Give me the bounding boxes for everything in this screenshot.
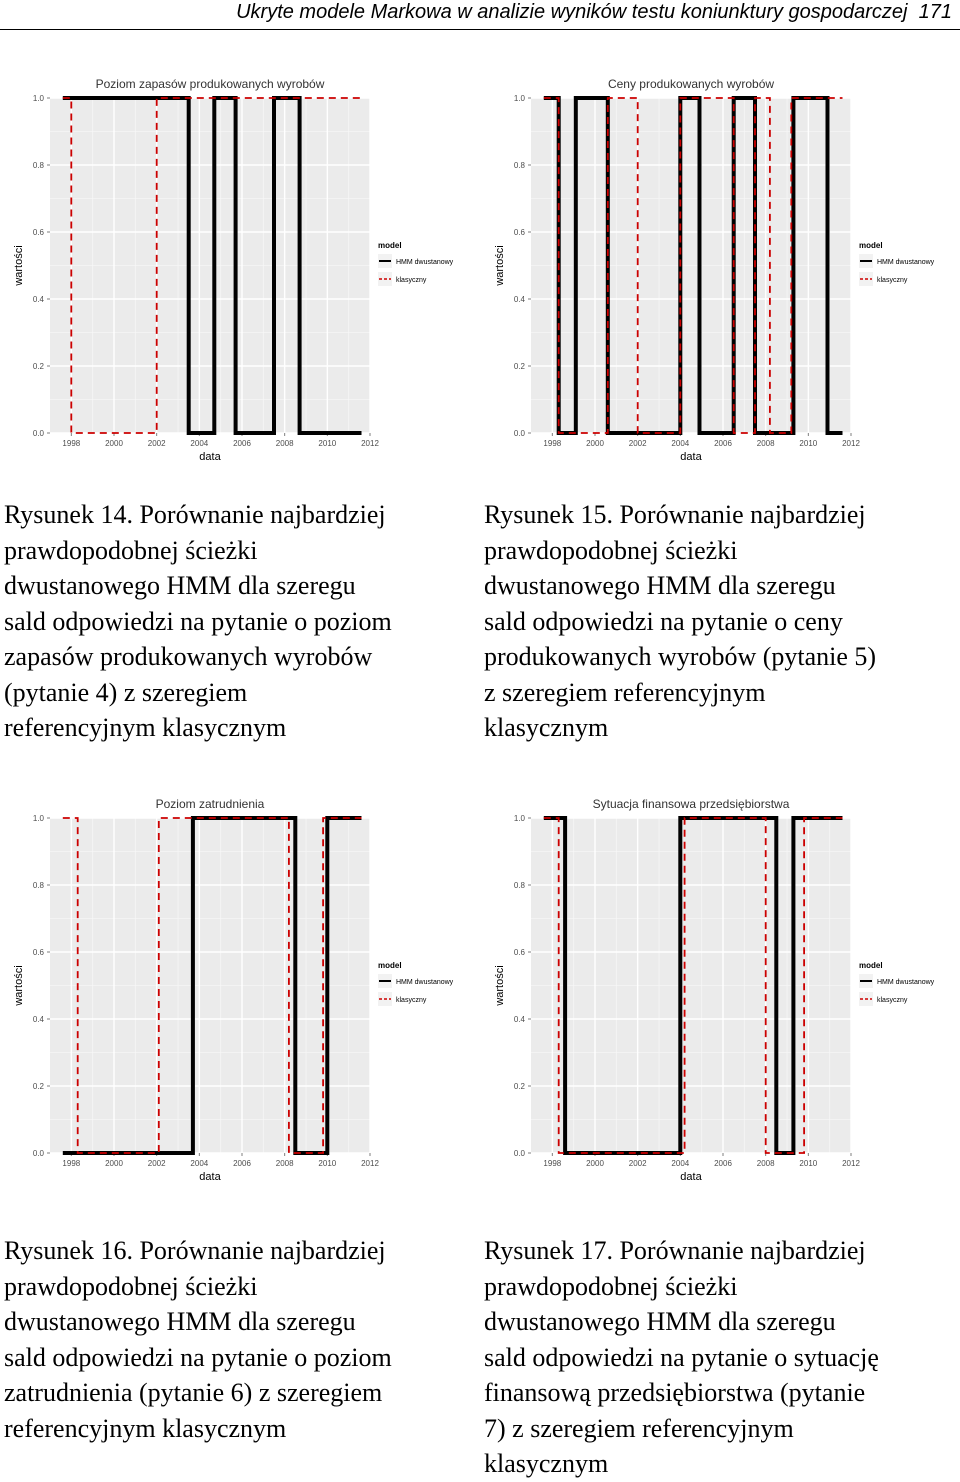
y-tick-label: 0.0 [32,1149,44,1158]
legend-label-hmm: HMM dwustanowy [396,979,454,986]
figure-16-caption: Rysunek 16. Porównanie najbardziej prawdopodobnej ścieżki dwustanowego HMM dla szeregu sald odpowiedzi na pytanie o poziom zatrudnienia (pytanie 6) z szeregiem referencyjnym klasycznym [4,1236,392,1443]
y-tick-label: 0.8 [32,161,44,170]
y-tick-label: 0.0 [513,1149,525,1158]
x-tick-label: 2004 [671,1159,690,1168]
running-header [0,0,960,30]
x-tick-label: 2004 [671,439,690,448]
x-tick-label: 2008 [756,439,775,448]
y-tick-label: 0.2 [32,1082,44,1091]
y-tick-label: 0.8 [32,881,44,890]
figure-15-caption: Rysunek 15. Porównanie najbardziej prawdopodobnej ścieżki dwustanowego HMM dla szeregu sald odpowiedzi na pytanie o ceny produkowanych wyrobów (pytanie 5) z szeregiem referencyjnym klasycznym [484,500,877,742]
legend-title: model [859,961,883,970]
x-tick-label: 2000 [586,1159,604,1168]
figure-16-chart [10,788,470,1193]
x-tick-label: 2000 [105,439,123,448]
line-chart-svg [10,68,470,473]
x-tick-label: 2002 [628,1159,647,1168]
x-axis-label: data [199,451,221,463]
y-tick-label: 0.6 [513,228,525,237]
y-axis-label: wartości [13,965,25,1006]
y-tick-label: 0.2 [513,362,525,371]
x-tick-label: 2006 [233,439,251,448]
y-tick-label: 0.6 [32,228,44,237]
header-title: Ukryte modele Markowa w analizie wyników testu koniunktury gospodarczej [236,1,908,23]
chart-title: Sytuacja finansowa przedsiębiorstwa [592,797,790,811]
x-tick-label: 2008 [756,1159,775,1168]
y-axis-label: wartości [494,245,506,286]
legend-title: model [378,961,402,970]
x-tick-label: 2010 [799,1159,818,1168]
y-tick-label: 0.8 [513,161,525,170]
legend-label-hmm: HMM dwustanowy [877,259,935,266]
y-tick-label: 0.4 [513,1015,525,1024]
legend-label-hmm: HMM dwustanowy [396,259,454,266]
x-tick-label: 2002 [628,439,647,448]
x-tick-label: 2012 [361,439,379,448]
y-axis-label: wartości [13,245,25,286]
x-tick-label: 2010 [799,439,818,448]
x-tick-label: 2000 [105,1159,123,1168]
legend-label-classic: klasyczny [396,277,427,284]
x-tick-label: 2012 [842,439,860,448]
x-tick-label: 2006 [714,439,732,448]
x-tick-label: 2004 [190,439,209,448]
figure-17-chart [491,788,951,1193]
x-tick-label: 1998 [62,439,81,448]
y-tick-label: 0.2 [32,362,44,371]
y-tick-label: 0.4 [32,1015,44,1024]
x-tick-label: 1998 [62,1159,81,1168]
y-tick-label: 0.0 [513,429,525,438]
legend-label-hmm: HMM dwustanowy [877,979,935,986]
y-tick-label: 1.0 [513,94,525,103]
x-axis-label: data [680,451,702,463]
chart-title: Poziom zapasów produkowanych wyrobów [95,77,325,91]
figure-14-chart [10,68,470,473]
y-tick-label: 1.0 [32,814,44,823]
legend-label-classic: klasyczny [877,277,908,284]
chart-title: Ceny produkowanych wyrobów [607,77,775,91]
x-axis-label: data [199,1171,221,1183]
x-tick-label: 2002 [147,439,166,448]
y-tick-label: 0.4 [513,295,525,304]
x-tick-label: 2000 [586,439,604,448]
y-tick-label: 0.4 [32,295,44,304]
x-tick-label: 2008 [275,439,294,448]
y-tick-label: 0.2 [513,1082,525,1091]
chart-title: Poziom zatrudnienia [155,797,265,811]
y-tick-label: 1.0 [513,814,525,823]
x-tick-label: 2012 [361,1159,379,1168]
y-axis-label: wartości [494,965,506,1006]
running-header-text [236,1,952,24]
legend-label-classic: klasyczny [396,997,427,1004]
x-tick-label: 2006 [233,1159,251,1168]
x-tick-label: 2006 [714,1159,732,1168]
page-number: 171 [918,1,952,23]
x-tick-label: 2004 [190,1159,209,1168]
figure-15-chart [491,68,951,473]
x-tick-label: 1998 [543,1159,562,1168]
line-chart-svg [491,788,951,1193]
x-tick-label: 2012 [842,1159,860,1168]
y-tick-label: 1.0 [32,94,44,103]
figure-17-caption: Rysunek 17. Porównanie najbardziej prawdopodobnej ścieżki dwustanowego HMM dla szeregu sald odpowiedzi na pytanie o sytuację finansową przedsiębiorstwa (pytanie 7) z szeregiem referencyjnym klasycznym [484,1236,879,1478]
x-tick-label: 1998 [543,439,562,448]
line-chart-svg [491,68,951,473]
y-tick-label: 0.6 [513,948,525,957]
x-tick-label: 2002 [147,1159,166,1168]
figure-14-caption: Rysunek 14. Porównanie najbardziej prawdopodobnej ścieżki dwustanowego HMM dla szeregu sald odpowiedzi na pytanie o poziom zapasów produkowanych wyrobów (pytanie 4) z szeregiem referencyjnym klasycznym [4,500,392,742]
x-tick-label: 2010 [318,1159,337,1168]
y-tick-label: 0.8 [513,881,525,890]
x-tick-label: 2010 [318,439,337,448]
legend-label-classic: klasyczny [877,997,908,1004]
x-axis-label: data [680,1171,702,1183]
legend-title: model [859,241,883,250]
line-chart-svg [10,788,470,1193]
x-tick-label: 2008 [275,1159,294,1168]
y-tick-label: 0.6 [32,948,44,957]
legend-title: model [378,241,402,250]
y-tick-label: 0.0 [32,429,44,438]
